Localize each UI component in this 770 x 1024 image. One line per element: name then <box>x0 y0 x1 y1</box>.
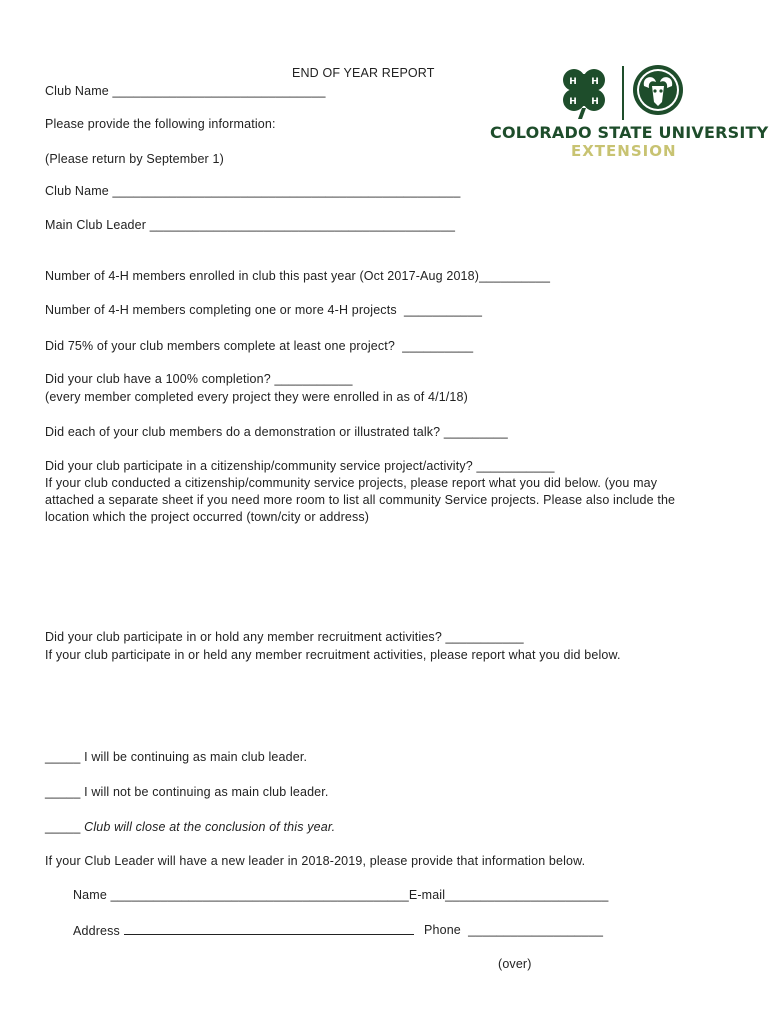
recruitment-question: Did your club participate in or hold any member recruitment activities? ___________ <box>45 630 524 644</box>
club-name-line-top: Club Name ______________________________ <box>45 84 326 98</box>
svg-text:H: H <box>569 97 577 107</box>
org-name: COLORADO STATE UNIVERSITY <box>490 123 769 142</box>
club-close-option <box>45 819 335 836</box>
service-instructions-1: If your club conducted a citizenship/community service projects, please report what you did below. (you may <box>45 476 658 490</box>
club-name-line: Club Name _________________________________________________ <box>45 184 461 198</box>
club-close-blank: _____ <box>45 820 81 834</box>
club-close-text: Club will close at the conclusion of this year. <box>84 820 336 834</box>
over-note: (over) <box>498 957 532 971</box>
csu-ram-icon <box>632 64 684 116</box>
logo-divider <box>622 66 624 120</box>
new-leader-name-email-line: Name __________________________________________E-mail_______________________ <box>73 888 609 902</box>
continuing-leader-option: _____ I will be continuing as main club leader. <box>45 750 308 764</box>
return-by-text: (Please return by September 1) <box>45 152 224 166</box>
completion-75-question: Did 75% of your club members complete at least one project? __________ <box>45 339 474 353</box>
svg-text:H: H <box>591 97 599 107</box>
main-leader-line: Main Club Leader ___________________________________________ <box>45 218 456 232</box>
service-instructions-2: attached a separate sheet if you need more room to list all community Service projects. Please also include the <box>45 493 676 507</box>
svg-text:H: H <box>591 77 599 87</box>
new-leader-address-line <box>73 922 414 940</box>
svg-text:H: H <box>569 77 577 87</box>
service-instructions-3: location which the project occurred (town/city or address) <box>45 510 370 524</box>
address-label: Address <box>73 924 120 938</box>
4h-clover-icon <box>556 64 612 120</box>
service-question: Did your club participate in a citizenship/community service project/activity? ___________ <box>45 459 555 473</box>
new-leader-phone-line: Phone ___________________ <box>424 923 604 937</box>
recruitment-instructions: If your club participate in or held any member recruitment activities, please report what you did below. <box>45 648 621 662</box>
new-leader-instructions: If your Club Leader will have a new leader in 2018-2019, please provide that information below. <box>45 854 586 868</box>
page-title: END OF YEAR REPORT <box>292 66 435 80</box>
demonstration-question: Did each of your club members do a demonstration or illustrated talk? _________ <box>45 425 508 439</box>
members-completing-question: Number of 4-H members completing one or more 4-H projects ___________ <box>45 303 483 317</box>
provide-info-text: Please provide the following information: <box>45 117 276 131</box>
address-blank <box>124 922 414 935</box>
completion-100-question: Did your club have a 100% completion? ___________ <box>45 372 353 386</box>
not-continuing-leader-option: _____ I will not be continuing as main club leader. <box>45 785 329 799</box>
org-division: EXTENSION <box>571 142 677 160</box>
members-enrolled-question: Number of 4-H members enrolled in club this past year (Oct 2017-Aug 2018)__________ <box>45 269 551 283</box>
completion-100-note: (every member completed every project they were enrolled in as of 4/1/18) <box>45 390 468 404</box>
